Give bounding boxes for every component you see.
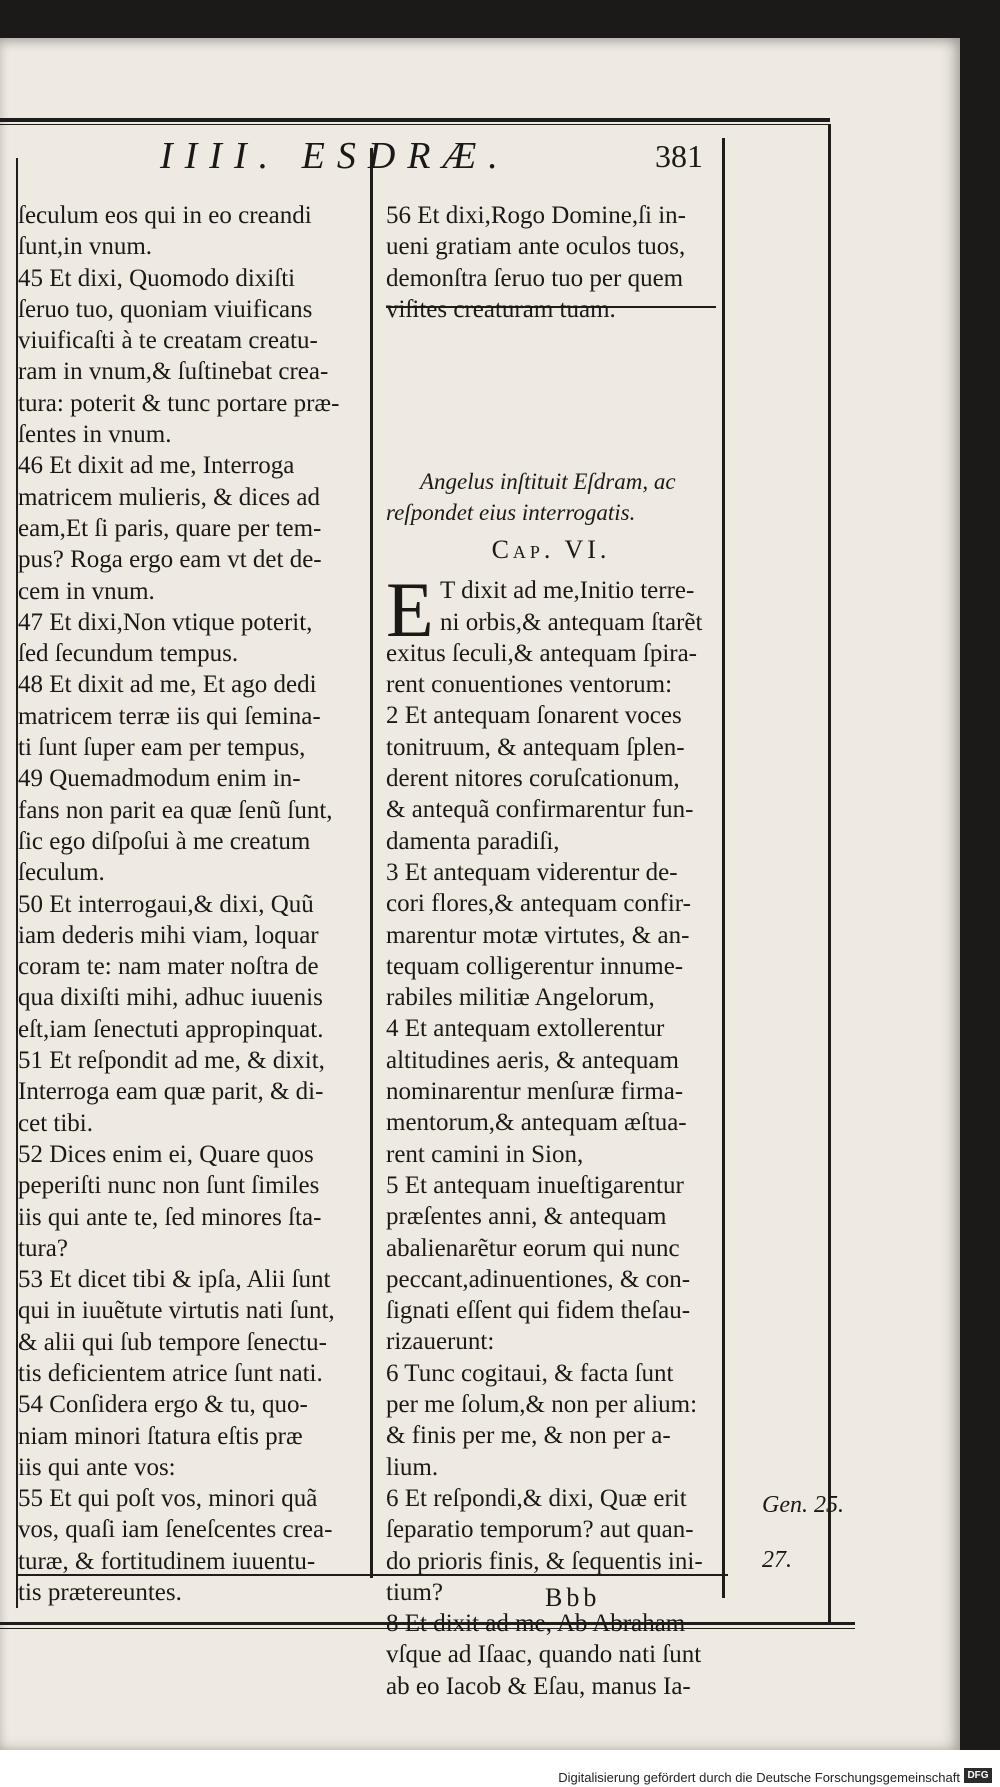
text-line: altitudines aeris, & antequam: [386, 1046, 679, 1074]
text-line: viſites creaturam tuam.: [386, 295, 616, 323]
marginal-note: [762, 1466, 844, 1600]
text-line: Interroga eam quæ parit, & di-: [18, 1078, 324, 1106]
text-line: iam dederis mihi viam, loquar: [18, 921, 319, 949]
text-line: 55 Et qui poſt vos, minori quã: [18, 1485, 318, 1513]
text-line: peccant,adinuentiones, & con-: [386, 1265, 691, 1293]
text-line: ſeruo tuo, quoniam viuificans: [18, 295, 313, 323]
text-line: 5 Et antequam inueſtigarentur: [386, 1171, 684, 1199]
text-line: abalienarẽtur eorum qui nunc: [386, 1234, 680, 1262]
text-line: 50 Et interrogaui,& dixi, Quũ: [18, 890, 314, 918]
text-line: 53 Et dicet tibi & ipſa, Alii ſunt: [18, 1266, 331, 1294]
text-line: eam,Et ſi paris, quare per tem-: [18, 514, 322, 542]
text-line: niam minori ſtatura eſtis præ: [18, 1422, 303, 1450]
footer-credit: Digitalisierung gefördert durch die Deutsche Forschungsgemeinschaft: [558, 1770, 960, 1785]
text-line: damenta paradiſi,: [386, 827, 560, 855]
text-line: tura: poterit & tunc portare præ-: [18, 389, 340, 417]
chapter-six: [386, 460, 716, 1702]
text-line: tis deficientem atrice ſunt nati.: [18, 1359, 323, 1387]
text-line: marentur motæ virtutes, & an-: [386, 921, 690, 949]
text-line: ſeparatio temporum? aut quan-: [386, 1516, 694, 1544]
chapter-lines: [386, 566, 716, 1702]
text-line: peperiſti nunc non ſunt ſimiles: [18, 1172, 320, 1200]
text-line: exitus ſeculi,& antequam ſpira-: [386, 639, 698, 667]
text-line: 51 Et reſpondit ad me, & dixit,: [18, 1047, 325, 1075]
chapter-summary: [386, 466, 716, 528]
text-line: ſentes in vnum.: [18, 421, 172, 449]
text-line: 3 Et antequam viderentur de-: [386, 858, 678, 886]
chapter-text: [386, 566, 716, 1702]
text-line: qua dixiſti mihi, adhuc iuuenis: [18, 984, 323, 1012]
text-line: cet tibi.: [18, 1109, 93, 1137]
text-line: ab eo Iacob & Eſau, manus Ia-: [386, 1672, 691, 1700]
text-line: vſque ad Iſaac, quando nati ſunt: [386, 1641, 702, 1669]
text-line: ſunt,in vnum.: [18, 233, 153, 261]
text-line: do prioris finis, & ſequentis ini-: [386, 1547, 703, 1575]
text-line: 6 Et reſpondi,& dixi, Quæ erit: [386, 1484, 687, 1512]
text-line: 45 Et dixi, Quomodo dixiſti: [18, 264, 296, 292]
text-line: vos, quaſi iam ſeneſcentes crea-: [18, 1516, 333, 1544]
chapter-heading: Cap. VI.: [491, 535, 611, 564]
text-line: rabiles militiæ Angelorum,: [386, 984, 655, 1012]
signature-mark: Bbb: [545, 1583, 601, 1612]
text-line: turæ, & fortitudinem iuuentu-: [18, 1547, 316, 1575]
text-line: iis qui ante vos:: [18, 1453, 176, 1481]
text-line: ram in vnum,& ſuſtinebat crea-: [18, 358, 329, 386]
text-line: tura?: [18, 1234, 68, 1262]
text-line: rent camini in Sion,: [386, 1140, 584, 1168]
text-line: ueni gratiam ante oculos tuos,: [386, 233, 686, 261]
text-line: matricem mulieris, & dices ad: [18, 483, 320, 511]
text-line: ni orbis,& antequam ſtarẽt: [440, 608, 703, 636]
text-line: tequam colligerentur innume-: [386, 952, 684, 980]
text-line: pus? Roga ergo eam vt det de-: [18, 546, 322, 574]
text-line: rizauerunt:: [386, 1328, 495, 1356]
text-line: cem in vnum.: [18, 577, 155, 605]
running-head: IIII. ESDRÆ.: [160, 135, 510, 177]
text-line: & antequã confirmarentur fun-: [386, 796, 694, 824]
text-line: ſed ſecundum tempus.: [18, 640, 239, 668]
text-line: & alii qui ſub tempore ſenectu-: [18, 1328, 327, 1356]
text-line: 49 Quemadmodum enim in-: [18, 765, 301, 793]
drop-capital: E: [386, 566, 434, 654]
margin-line: 27.: [762, 1547, 792, 1573]
margin-line: Gen. 25.: [762, 1492, 844, 1518]
text-line: ſeculum.: [18, 859, 105, 887]
text-line: rent conuentiones ventorum:: [386, 671, 673, 699]
text-line: 47 Et dixi,Non vtique poterit,: [18, 608, 313, 636]
text-line: lium.: [386, 1453, 439, 1481]
left-column: [18, 200, 368, 1608]
text-line: mentorum,& antequam æſtua-: [386, 1109, 687, 1137]
text-line: 4 Et antequam extollerentur: [386, 1015, 665, 1043]
top-rule: [0, 118, 830, 122]
text-line: qui in iuuẽtute virtutis nati ſunt,: [18, 1297, 335, 1325]
text-line: tis prætereuntes.: [18, 1579, 182, 1607]
text-line: eſt,iam ſenectuti appropinquat.: [18, 1015, 324, 1043]
book-page: [0, 38, 960, 1750]
summary-line: Angelus inſtituit Eſdram, ac: [420, 469, 676, 494]
text-line: ſic ego diſpoſui à me creatum: [18, 827, 311, 855]
text-line: 8 Et dixit ad me, Ab Abraham: [386, 1610, 686, 1638]
text-line: 6 Tunc cogitaui, & facta ſunt: [386, 1359, 674, 1387]
text-line: per me ſolum,& non per alium:: [386, 1391, 698, 1419]
text-line: viuificaſti à te creatam creatu-: [18, 327, 318, 355]
top-rule-thin: [0, 124, 830, 125]
right-column-top: [386, 200, 716, 325]
text-line: derent nitores coruſcationum,: [386, 765, 680, 793]
summary-line: reſpondet eius interrogatis.: [386, 500, 636, 525]
text-line: fans non parit ea quæ ſenũ ſunt,: [18, 796, 333, 824]
text-line: ſeculum eos qui in eo creandi: [18, 202, 312, 229]
text-line: demonſtra ſeruo tuo per quem: [386, 264, 684, 292]
text-line: ſignati eſſent qui fidem theſau-: [386, 1297, 691, 1325]
text-line: 54 Conſidera ergo & tu, quo-: [18, 1391, 308, 1419]
text-line: præſentes anni, & antequam: [386, 1203, 667, 1231]
text-line: ti ſunt ſuper eam per tempus,: [18, 734, 306, 762]
text-line: matricem terræ iis qui ſemina-: [18, 702, 321, 730]
text-line: 46 Et dixit ad me, Interroga: [18, 452, 295, 480]
text-line: 2 Et antequam ſonarent voces: [386, 702, 682, 730]
text-line: iis qui ante te, ſed minores ſta-: [18, 1203, 322, 1231]
column-divider: [370, 148, 373, 1578]
text-line: tium?: [386, 1578, 443, 1606]
text-line: T dixit ad me,Initio terre-: [440, 577, 695, 605]
dfg-logo: DFG: [964, 1768, 992, 1783]
text-line: & finis per me, & non per a-: [386, 1422, 671, 1450]
text-line: 52 Dices enim ei, Quare quos: [18, 1140, 314, 1168]
page-number: 381: [655, 138, 703, 174]
text-line: tonitruum, & antequam ſplen-: [386, 733, 685, 761]
text-line: 48 Et dixit ad me, Et ago dedi: [18, 671, 317, 699]
margin-frame-rule: [828, 124, 831, 1624]
text-line: 56 Et dixi,Rogo Domine,ſi in-: [386, 202, 686, 229]
text-line: nominarentur menſuræ firma-: [386, 1078, 684, 1106]
right-frame-rule: [722, 138, 725, 1598]
text-line: coram te: nam mater noſtra de: [18, 953, 319, 981]
text-line: cori flores,& antequam confir-: [386, 890, 691, 918]
